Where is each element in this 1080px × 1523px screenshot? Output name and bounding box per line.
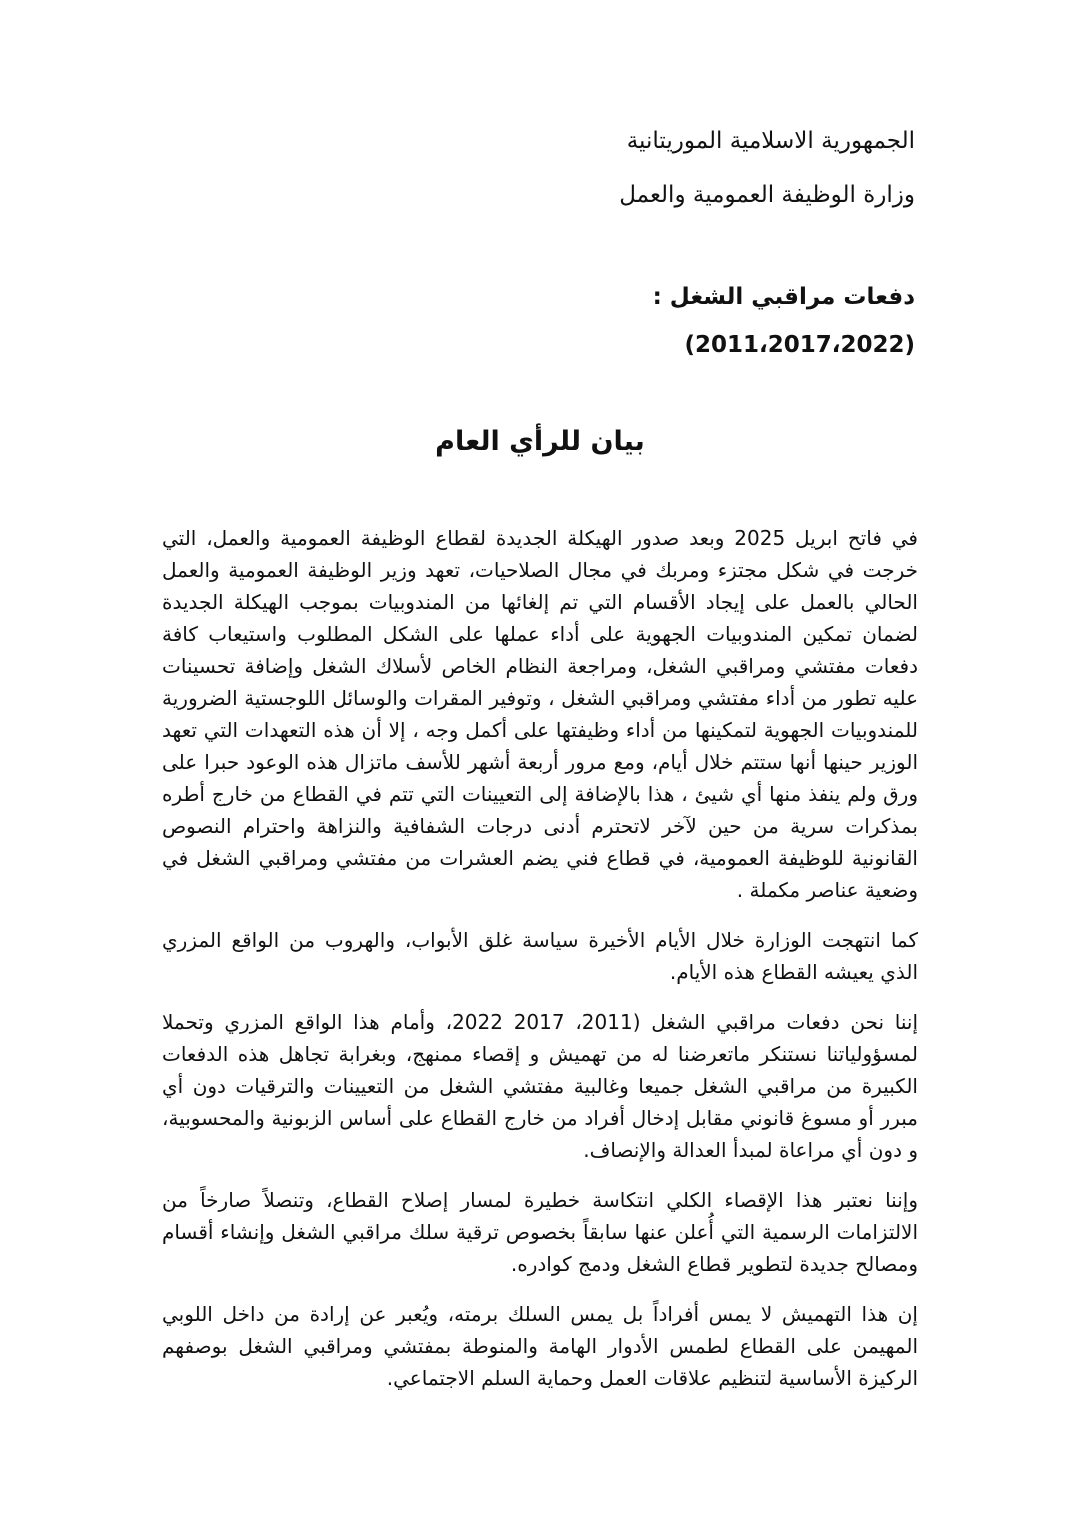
paragraph-1: في فاتح ابريل 2025 وبعد صدور الهيكلة الجديدة لقطاع الوظيفة العمومية والعمل، التي خرجت في شكل مجتزء ومربك في مجال الصلاحيات، تعهد وزير الوظيفة العمومية والعمل الحالي بالعمل على إيجاد الأقسام التي تم إلغائها من المندوبيات بموجب الهيكلة الجديدة لضمان تمكين المندوبيات الجهوية على أداء عملها على الشكل المطلوب واستيعاب كافة دفعات مفتشي ومراقبي الشغل، ومراجعة النظام الخاص لأسلاك الشغل وإضافة تحسينات عليه تطور من أداء مفتشي ومراقبي الشغل ، وتوفير المقرات والوسائل اللوجستية الضرورية للمندوبيات الجهوية لتمكينها من أداء وظيفتها على أكمل وجه ، إلا أن هذه التعهدات التي تعهد الوزير حينها أنها ستتم خلال أيام، ومع مرور أربعة أشهر للأسف ماتزال هذه الوعود حبرا على ورق ولم ينفذ منها أي شيئ ، هذا بالإضافة إلى التعيينات التي تتم في القطاع من خارج أطره بمذكرات سرية من حين لآخر لاتحترم أدنى درجات الشفافية والنزاهة واحترام النصوص القانونية للوظيفة العمومية، في قطاع فني يضم العشرات من مفتشي ومراقبي الشغل في وضعية عناصر مكملة . [162,526,918,902]
statement-body [162,522,918,1412]
ministry-name: وزارة الوظيفة العمومية والعمل [619,182,915,208]
paragraph-4: وإننا نعتبر هذا الإقصاء الكلي انتكاسة خطيرة لمسار إصلاح القطاع، وتنصلاً صارخاً من الالتزامات الرسمية التي أُعلن عنها سابقاً بخصوص ترقية سلك مراقبي الشغل وإنشاء أقسام ومصالح جديدة لتطوير قطاع الشغل ودمج كوادره. [162,1188,918,1276]
paragraph-3: إننا نحن دفعات مراقبي الشغل (2011، 2017 2022، وأمام هذا الواقع المزري وتحملا لمسؤولياتنا نستنكر ماتعرضنا له من تهميش و إقصاء ممنهج، وبغرابة تجاهل هذه الدفعات الكبيرة من مراقبي الشغل جميعا وغالبية مفتشي الشغل من التعيينات والترقيات دون أي مبرر أو مسوغ قانوني مقابل إدخال أفراد من خارج القطاع على أساس الزبونية والمحسوبية، و دون أي مراعاة لمبدأ العدالة والإنصاف. [162,1010,919,1162]
subject-line-1: دفعات مراقبي الشغل : [652,284,915,310]
document-title: بيان للرأي العام [435,426,645,457]
paragraph-2: كما انتهجت الوزارة خلال الأيام الأخيرة سياسة غلق الأبواب، والهروب من الواقع المزري الذي يعيشه القطاع هذه الأيام. [162,928,918,984]
subject-line-2: (2011،2017،2022) [684,332,915,358]
country-name: الجمهورية الاسلامية الموريتانية [626,128,915,154]
paragraph-5: إن هذا التهميش لا يمس أفراداً بل يمس السلك برمته، ويُعبر عن إرادة من داخل اللوبي المهيمن على القطاع لطمس الأدوار الهامة والمنوطة بمفتشي ومراقبي الشغل بوصفهم الركيزة الأساسية لتنظيم علاقات العمل وحماية السلم الاجتماعي. [162,1302,918,1390]
